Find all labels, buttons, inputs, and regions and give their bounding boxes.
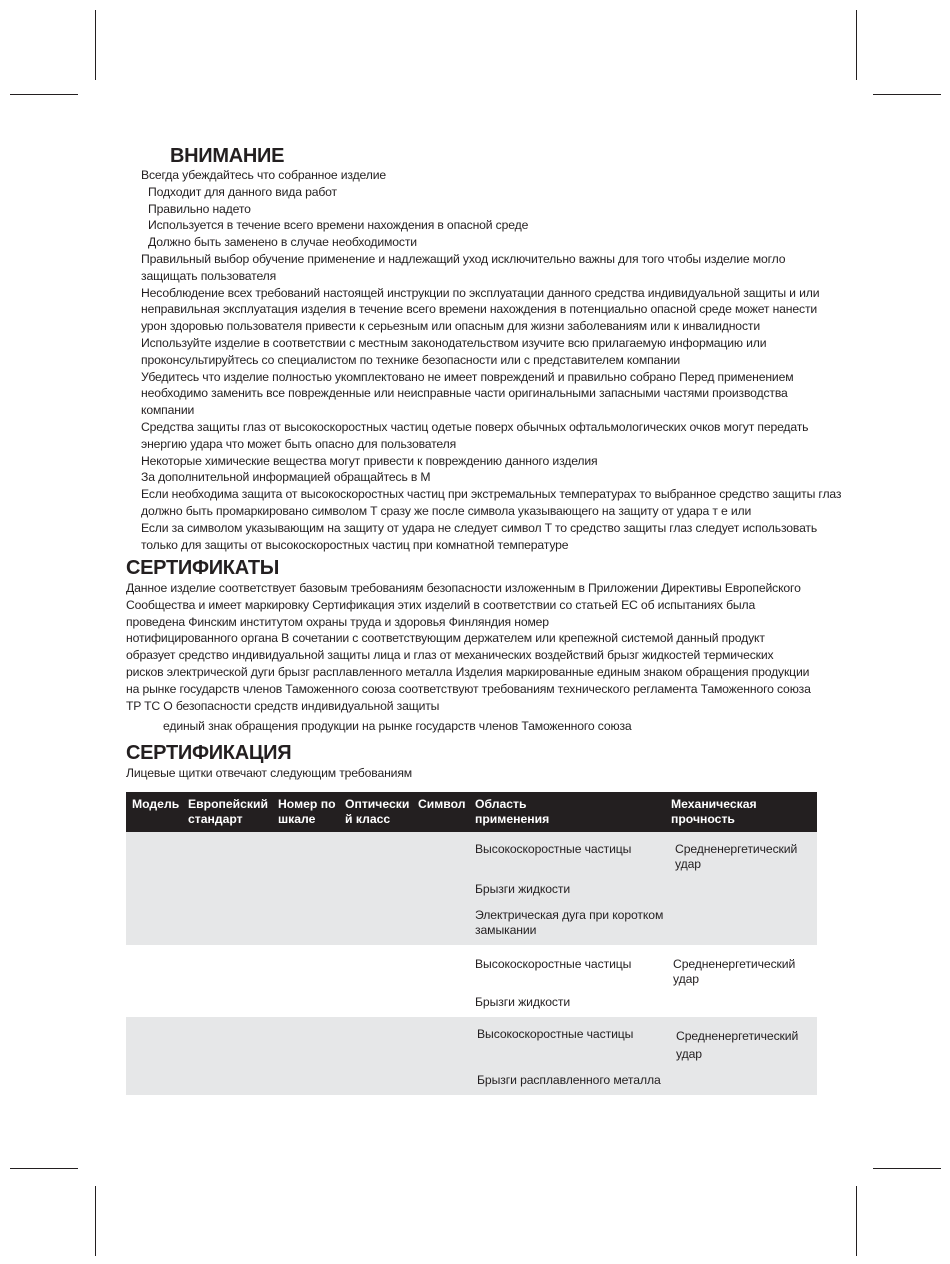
area-cell: Высокоскоростные частицы xyxy=(475,842,632,856)
text-line: образует средство индивидуальной защиты лица и глаз от механических воздействий брызг жидкостей термических xyxy=(126,648,774,663)
text-line: компании xyxy=(141,403,195,418)
certification-title: СЕРТИФИКАЦИЯ xyxy=(126,742,292,764)
header-area: Область применения xyxy=(475,797,550,826)
text-line: урон здоровью пользователя привести к серьезным или опасным для жизни заболеваниям или к инвалидности xyxy=(141,319,760,334)
text-line: Всегда убеждайтесь что собранное изделие xyxy=(141,168,387,182)
text-line: Средства защиты глаз от высокоскоростных частиц одетые поверх обычных офтальмологических очков могут передать xyxy=(141,419,809,434)
strength-cell: Средненергетический удар xyxy=(676,1029,799,1061)
text-line: Если необходима защита от высокоскоростных частиц при экстремальных температурах то выбранное средство защиты глаз xyxy=(141,487,842,502)
area-cell: Высокоскоростные частицы xyxy=(475,957,632,971)
table-row-group xyxy=(126,1017,817,1095)
eac-note: единый знак обращения продукции на рынке государств членов Таможенного союза xyxy=(163,719,632,733)
area-cell: Брызги жидкости xyxy=(475,995,571,1009)
area-cell: Брызги расплавленного металла xyxy=(477,1073,661,1087)
header-strength: Механическая прочность xyxy=(671,797,757,826)
text-line: Несоблюдение всех требований настоящей инструкции по эксплуатации данного средства индивидуальной защиты и или xyxy=(141,285,820,300)
header-standard: Европейский стандарт xyxy=(188,797,269,826)
certificates-text xyxy=(126,580,811,714)
text-line: неправильная эксплуатация изделия в течение всего времени нахождения в потенциально опасной среде может нанести xyxy=(141,302,818,317)
table-row-group xyxy=(126,945,817,1017)
text-line: Правильно надето xyxy=(148,201,251,216)
area-cell: Электрическая дуга при коротком xyxy=(475,908,664,922)
warning-text xyxy=(141,167,841,553)
text-line: рисков электрической дуги брызг расплавленного металла Изделия маркированные единым знаком обращения продукции xyxy=(126,664,810,679)
text-line: Если за символом указывающим на защиту от удара не следует символ T то средство защиты глаз следует использовать xyxy=(141,520,818,535)
area-cell: Высокоскоростные частицы xyxy=(477,1027,634,1041)
strength-cell: Средненергетический удар xyxy=(675,842,798,871)
text-line: только для защиты от высокоскоростных частиц при комнатной температуре xyxy=(141,537,569,552)
text-line: проконсультируйтесь со специалистом по технике безопасности или с представителем компании xyxy=(141,352,681,367)
header-symbol: Символ xyxy=(418,797,466,811)
text-line: необходимо заменить все поврежденные или неисправные части оригинальными запасными частями производства xyxy=(141,386,788,401)
area-cell: замыкании xyxy=(475,923,537,937)
header-optical: Оптически й класс xyxy=(345,797,410,826)
text-line: Данное изделие соответствует базовым требованиям безопасности изложенным в Приложении Директивы Европейского xyxy=(126,581,801,595)
header-model: Модель xyxy=(132,797,180,811)
text-line: Подходит для данного вида работ xyxy=(148,184,337,199)
text-line: Правильный выбор обучение применение и надлежащий уход исключительно важны для того чтобы изделие могло xyxy=(141,251,786,266)
table-row-group xyxy=(126,832,817,945)
warning-title: ВНИМАНИЕ xyxy=(170,145,285,167)
text-line: Сообщества и имеет маркировку Сертификация этих изделий в соответствии со статьей ЕС об испытаниях была xyxy=(126,597,756,612)
text-line: Убедитесь что изделие полностью укомплектовано не имеет повреждений и правильно собрано Перед применением xyxy=(141,369,794,384)
text-line: должно быть промаркировано символом T сразу же после символа указывающего на защиту от удара т е или xyxy=(141,503,752,518)
certificates-title: СЕРТИФИКАТЫ xyxy=(126,557,280,579)
requirements-table xyxy=(126,792,817,1095)
text-line: на рынке государств членов Таможенного союза соответствуют требованиям технического регламента Таможенного союза xyxy=(126,681,811,696)
header-scale: Номер по шкале xyxy=(278,797,336,826)
text-line: защищать пользователя xyxy=(141,268,277,283)
area-cell: Брызги жидкости xyxy=(475,882,571,896)
text-line: энергию удара что может быть опасно для пользователя xyxy=(141,436,457,451)
text-line: За дополнительной информацией обращайтесь в M xyxy=(141,470,431,485)
certification-subtitle: Лицевые щитки отвечают следующим требованиям xyxy=(126,766,412,780)
strength-cell: Средненергетический удар xyxy=(673,957,796,986)
text-line: Используйте изделие в соответствии с местным законодательством изучите всю прилагаемую информацию или xyxy=(141,335,767,350)
text-line: проведена Финским институтом охраны труда и здоровья Финляндия номер xyxy=(126,614,549,629)
text-line: Должно быть заменено в случае необходимости xyxy=(148,235,417,250)
text-line: Некоторые химические вещества могут привести к повреждению данного изделия xyxy=(141,453,598,468)
text-line: Используется в течение всего времени нахождения в опасной среде xyxy=(148,218,529,233)
text-line: TP TC О безопасности средств индивидуальной защиты xyxy=(126,698,440,713)
text-line: нотифицированного органа В сочетании с соответствующим держателем или крепежной системой данный продукт xyxy=(126,631,765,646)
table-header xyxy=(126,792,817,832)
